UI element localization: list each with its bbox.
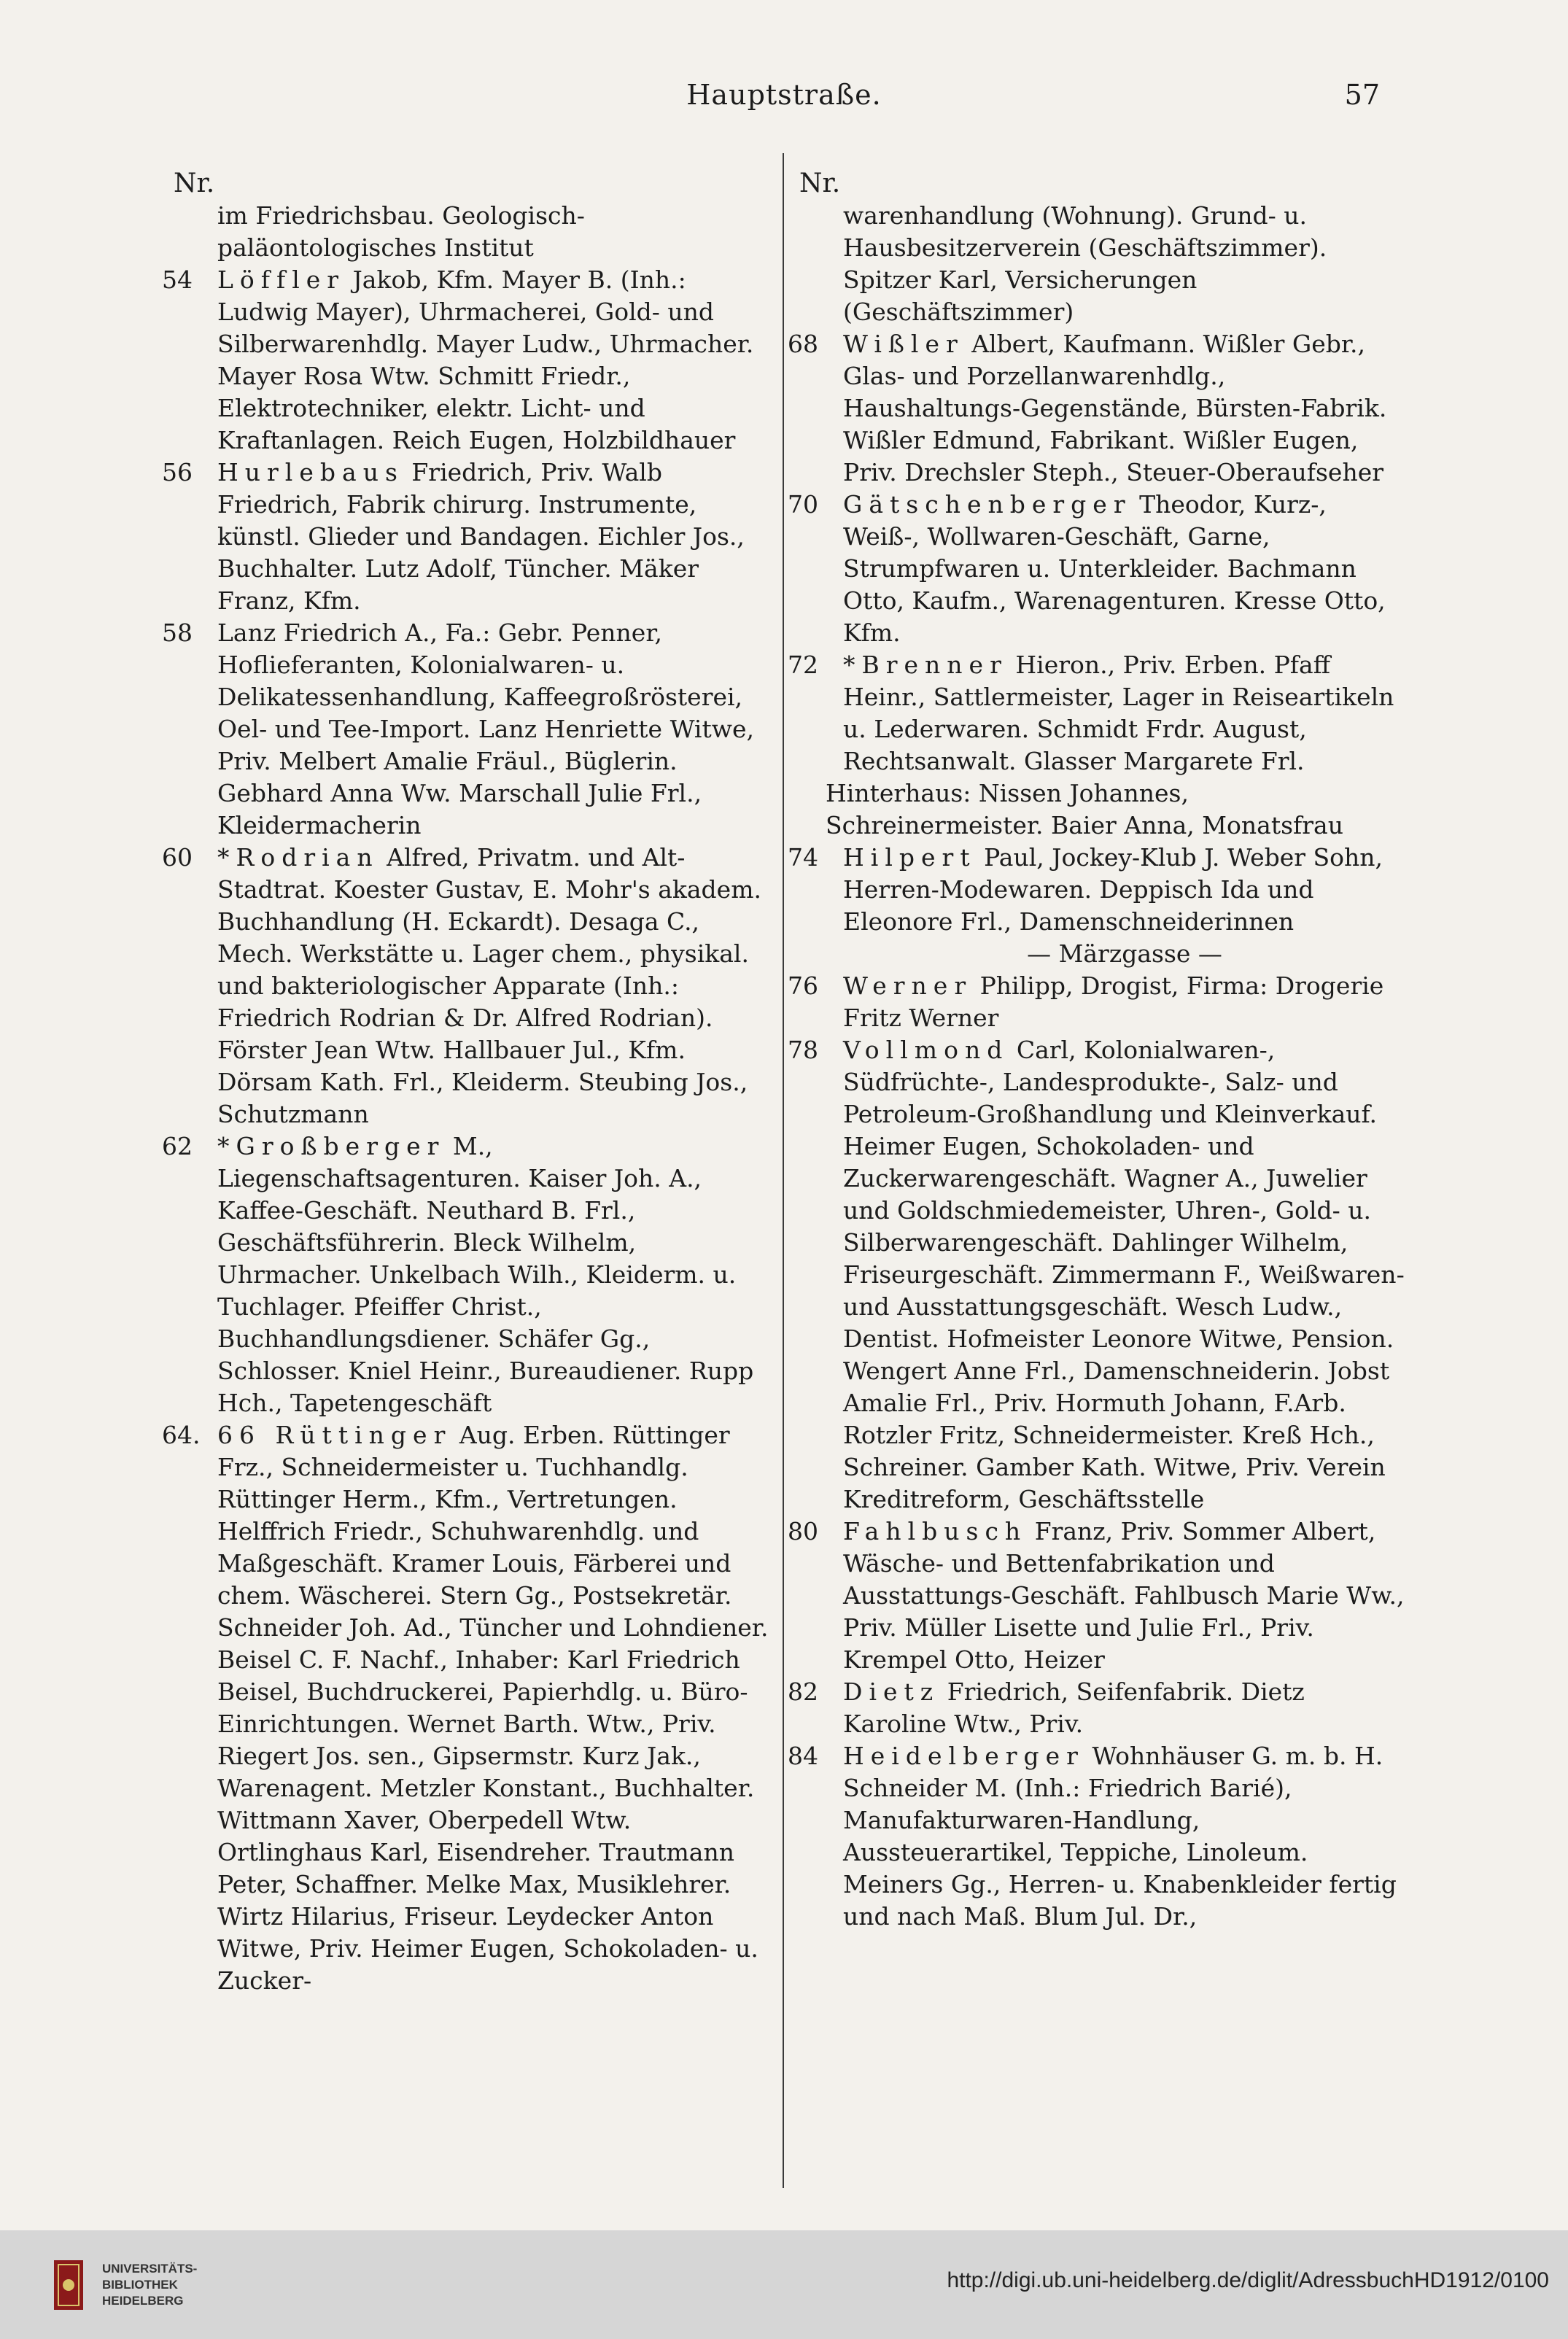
right-entries-b bbox=[788, 842, 1406, 938]
owner-name: Hurlebaus bbox=[217, 458, 404, 486]
house-number: 60 bbox=[162, 843, 193, 872]
address-entry bbox=[788, 649, 1406, 777]
page-title: Hauptstraße. bbox=[686, 79, 882, 111]
entry-text: Paul, Jockey-Klub J. Weber Sohn, Herren-Modewaren. Deppisch Ida und Eleonore Frl., Damenschneiderinnen bbox=[843, 843, 1383, 936]
address-entry bbox=[788, 489, 1406, 649]
page-number: 57 bbox=[1344, 79, 1380, 111]
house-number: 64. bbox=[162, 1421, 201, 1449]
house-number: 78 bbox=[788, 1036, 818, 1064]
address-entry bbox=[788, 328, 1406, 489]
address-entry bbox=[788, 1516, 1406, 1676]
entry-text: Hieron., Priv. Erben. Pfaff Heinr., Sattlermeister, Lager in Reiseartikeln u. Lederwaren. Schmidt Frdr. August, Rechtsanwalt. Glasser Margarete Frl. bbox=[843, 651, 1394, 775]
entry-text: Alfred, Privatm. und Alt-Stadtrat. Koester Gustav, E. Mohr's akadem. Buchhandlung (H. Eckardt). Desaga C., Mech. Werkstätte u. Lager chem., physikal. und bakteriologischer Apparate (Inh.: Friedrich Rodrian & Dr. Alfred Rodrian). Förster Jean Wtw. Hallbauer Jul., Kfm. Dörsam Kath. Frl., Kleiderm. Steubing Jos., Schutzmann bbox=[217, 843, 761, 1128]
running-head bbox=[0, 79, 1568, 123]
column-divider bbox=[783, 153, 784, 2188]
continuation-text: im Friedrichsbau. Geologisch-paläontologisches Institut bbox=[217, 201, 585, 262]
house-number: 72 bbox=[788, 651, 818, 679]
address-entry bbox=[162, 264, 780, 457]
owner-name: *Rodrian bbox=[217, 843, 379, 872]
right-column bbox=[788, 168, 1406, 1933]
address-entry bbox=[162, 617, 780, 842]
owner-name: Wißler bbox=[843, 330, 964, 358]
address-entry bbox=[162, 457, 780, 617]
house-number: 58 bbox=[162, 618, 193, 647]
entry-text: Philipp, Drogist, Firma: Drogerie Fritz Werner bbox=[843, 971, 1384, 1032]
address-entry bbox=[162, 842, 780, 1130]
nr-label: Nr. bbox=[799, 168, 841, 198]
entry-text: Aug. Erben. Rüttinger Frz., Schneidermeister u. Tuchhandlg. Rüttinger Herm., Kfm., Vertretungen. Helffrich Friedr., Schuhwarenhdlg. und Maßgeschäft. Kramer Louis, Färberei und chem. Wäscherei. Stern Gg., Postsekretär. Schneider Joh. Ad., Tüncher und Lohndiener. Beisel C. F. Nachf., Inhaber: Karl Friedrich Beisel, Buchdruckerei, Papierhdlg. u. Büro-Einrichtungen. Wernet Barth. Wtw., Priv. Riegert Jos. sen., Gipsermstr. Kurz Jak., Warenagent. Metzler Konstant., Buchhalter. Wittmann Xaver, Oberpedell Wtw. Ortlinghaus Karl, Eisendreher. Trautmann Peter, Schaffner. Melke Max, Musiklehrer. Wirtz Hilarius, Friseur. Leydecker Anton Witwe, Priv. Heimer Eugen, Schokoladen- u. Zucker- bbox=[217, 1421, 769, 1995]
house-number: 84 bbox=[788, 1742, 818, 1770]
library-name: UNIVERSITÄTS- BIBLIOTHEK HEIDELBERG bbox=[102, 2262, 198, 2308]
footer-bar bbox=[0, 2230, 1568, 2339]
house-number: 80 bbox=[788, 1517, 818, 1545]
nr-label: Nr. bbox=[174, 168, 215, 198]
entry-text: Friedrich, Seifenfabrik. Dietz Karoline Wtw., Priv. bbox=[843, 1677, 1305, 1738]
entry-text: Theodor, Kurz-, Weiß-, Wollwaren-Geschäft, Garne, Strumpfwaren u. Unterkleider. Bachmann Otto, Kaufm., Warenagenturen. Kresse Otto, Kfm. bbox=[843, 490, 1386, 647]
owner-name: *Brenner bbox=[843, 651, 1008, 679]
address-entry bbox=[162, 1419, 780, 1997]
university-seal-icon bbox=[44, 2256, 93, 2314]
entry-text: Friedrich, Priv. Walb Friedrich, Fabrik chirurg. Instrumente, künstl. Glieder und Bandagen. Eichler Jos., Buchhalter. Lutz Adolf, Tüncher. Mäker Franz, Kfm. bbox=[217, 458, 745, 615]
entry-text: Franz, Priv. Sommer Albert, Wäsche- und Bettenfabrikation und Ausstattungs-Geschäft. Fahlbusch Marie Ww., Priv. Müller Lisette und Julie Frl., Priv. Krempel Otto, Heizer bbox=[843, 1517, 1405, 1674]
house-number: 68 bbox=[788, 330, 818, 358]
owner-name: Hilpert bbox=[843, 843, 977, 872]
right-entries-a bbox=[788, 328, 1406, 777]
address-entry bbox=[788, 1676, 1406, 1740]
entry-text: Carl, Kolonialwaren-, Südfrüchte-, Landesprodukte-, Salz- und Petroleum-Großhandlung und Kleinverkauf. Heimer Eugen, Schokoladen- und Zuckerwarengeschäft. Wagner A., Juwelier und Goldschmiedemeister, Uhren-, Gold- u. Silberwarengeschäft. Dahlinger Wilhelm, Friseurgeschäft. Zimmermann F., Weißwaren- und Ausstattungsgeschäft. Wesch Ludw., Dentist. Hofmeister Leonore Witwe, Pension. Wengert Anne Frl., Damenschneiderin. Jobst Amalie Frl., Priv. Hormuth Johann, F.Arb. Rotzler Fritz, Schneidermeister. Kreß Hch., Schreiner. Gamber Kath. Witwe, Priv. Verein Kreditreform, Geschäftsstelle bbox=[843, 1036, 1405, 1513]
house-number: 74 bbox=[788, 843, 818, 872]
owner-name: Vollmond bbox=[843, 1036, 1009, 1064]
address-entry bbox=[788, 842, 1406, 938]
left-entries bbox=[162, 264, 780, 1997]
owner-name: Heidelberger bbox=[843, 1742, 1084, 1770]
source-url[interactable]: http://digi.ub.uni-heidelberg.de/diglit/AdressbuchHD1912/0100 bbox=[947, 2268, 1549, 2292]
owner-name: Fahlbusch bbox=[843, 1517, 1028, 1545]
address-entry bbox=[162, 1130, 780, 1419]
continuation-text: warenhandlung (Wohnung). Grund- u. Hausbesitzerverein (Geschäftszimmer). Spitzer Karl, Versicherungen (Geschäftszimmer) bbox=[843, 201, 1327, 326]
house-number: 54 bbox=[162, 265, 193, 294]
address-entry bbox=[788, 970, 1406, 1034]
left-column bbox=[162, 168, 780, 1997]
entry-text: M., Liegenschaftsagenturen. Kaiser Joh. A., Kaffee-Geschäft. Neuthard B. Frl., Geschäftsführerin. Bleck Wilhelm, Uhrmacher. Unkelbach Wilh., Kleiderm. u. Tuchlager. Pfeiffer Christ., Buchhandlungsdiener. Schäfer Gg., Schlosser. Kniel Heinr., Bureaudiener. Rupp Hch., Tapetengeschäft bbox=[217, 1132, 754, 1417]
address-entry bbox=[788, 1740, 1406, 1933]
entry-text: Albert, Kaufmann. Wißler Gebr., Glas- und Porzellanwarenhdlg., Haushaltungs-Gegenstände, Bürsten-Fabrik. Wißler Edmund, Fabrikant. Wißler Eugen, Priv. Drechsler Steph., Steuer-Oberaufseher bbox=[843, 330, 1387, 486]
entry-text: Lanz Friedrich A., Fa.: Gebr. Penner, Hoflieferanten, Kolonialwaren- u. Delikatessenhandlung, Kaffeegroßrösterei, Oel- und Tee-Import. Lanz Henriette Witwe, Priv. Melbert Amalie Fräul., Büglerin. Gebhard Anna Ww. Marschall Julie Frl., Kleidermacherin bbox=[217, 618, 754, 839]
owner-name: 66 Rüttinger bbox=[217, 1421, 452, 1449]
entry-text: Jakob, Kfm. Mayer B. (Inh.: Ludwig Mayer), Uhrmacherei, Gold- und Silberwarenhdlg. Mayer Ludw., Uhrmacher. Mayer Rosa Wtw. Schmitt Friedr., Elektrotechniker, elektr. Licht- und Kraftanlagen. Reich Eugen, Holzbildhauer bbox=[217, 265, 754, 454]
address-entry bbox=[788, 1034, 1406, 1516]
owner-name: Gätschenberger bbox=[843, 490, 1132, 519]
house-number: 70 bbox=[788, 490, 818, 519]
right-entries-c bbox=[788, 970, 1406, 1933]
house-number: 76 bbox=[788, 971, 818, 1000]
hinterhaus-note: Hinterhaus: Nissen Johannes, Schreinermeister. Baier Anna, Monatsfrau bbox=[826, 779, 1343, 839]
house-number: 62 bbox=[162, 1132, 193, 1160]
owner-name: Dietz bbox=[843, 1677, 940, 1706]
entry-text: Wohnhäuser G. m. b. H. Schneider M. (Inh.: Friedrich Barié), Manufakturwaren-Handlung, Aussteuerartikel, Teppiche, Linoleum. Meiners Gg., Herren- u. Knabenkleider fertig und nach Maß. Blum Jul. Dr., bbox=[843, 1742, 1397, 1931]
section-header: — Märzgasse — bbox=[1027, 939, 1222, 968]
owner-name: Werner bbox=[843, 971, 973, 1000]
house-number: 56 bbox=[162, 458, 193, 486]
owner-name: Löffler bbox=[217, 265, 346, 294]
house-number: 82 bbox=[788, 1677, 818, 1706]
owner-name: *Großberger bbox=[217, 1132, 446, 1160]
